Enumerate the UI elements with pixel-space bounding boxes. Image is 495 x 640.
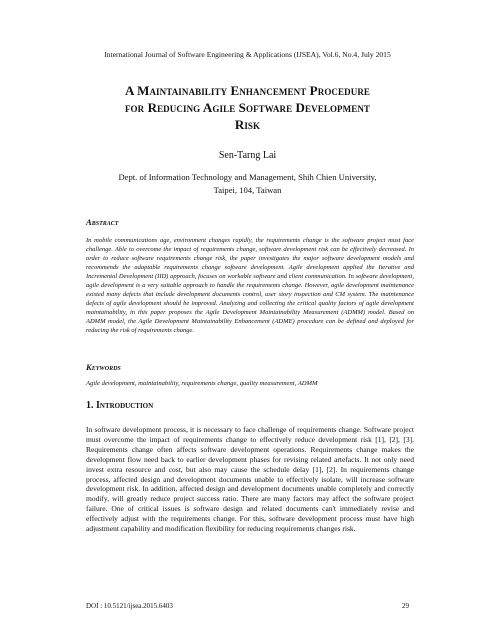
- journal-header: International Journal of Software Engineering & Applications (IJSEA), Vol.6, No.4, July 2015: [104, 50, 391, 59]
- title-line-1: A Maintainability Enhancement Procedure: [124, 83, 371, 98]
- keywords-heading: Keywords: [86, 362, 121, 372]
- affiliation-line-2: Taipei, 104, Taiwan: [213, 184, 282, 195]
- affiliation-line-1: Dept. of Information Technology and Management, Shih Chien University,: [118, 172, 377, 182]
- abstract-heading: Abstract: [86, 217, 119, 227]
- title-line-2: for Reducing Agile Software Development: [124, 100, 371, 115]
- introduction-text: In software development process, it is necessary to face challenge of requirements change. Software project must overcome the impact of requirements change to effectively reduce development risk [1], [2], [3]. Requirements change often affects software development operations. Requirements change makes the development flow need back to earlier development phases for revising related artefacts. It not only need invest extra resource and cost, but also may cause the schedule delay [1], [2]. In requirements change process, affected design and development documents unable to effectively isolate, will increase software development risk. In addition, affected design and development documents unable completely and correctly modify, will greatly reduce project success ratio. There are many factors may affect the software project failure. One of critical issues is software design and related documents can't immediately revise and effectively adjust with the requirements change. For this, software development process must have high adjustment capability and modification flexibility for reducing requirements changes risk.: [86, 425, 414, 534]
- author-name: Sen-Tarng Lai: [218, 150, 277, 161]
- introduction-heading: 1. Introduction: [86, 400, 154, 411]
- abstract-text: In mobile communications age, environment changes rapidly, the requirements change is the software project must face challenge. Able to overcome the impact of requirements change, software development risk can be effectively decreased. In order to reduce software requirements change risk, the paper investigates the major software development models and recommends the adaptable requirements change software development. Agile development applied the Iterative and Incremental Development (IID) approach, focuses on workable software and client communication. In software development, agile development is a very suitable approach to handle the requirements change. However, agile development maintenance existed many defects that include development documents control, user story inspection and CM system. The maintenance defects of agile development should be improved. Analyzing and collecting the critical quality factors of agile development maintainability, in this paper proposes the Agile Development Maintainability Measurement (ADMM) model. Based on ADMM model, the Agile Development Maintainability Enhancement (ADME) procedure can be defined and deployed for reducing the risk of requirements change.: [86, 237, 414, 334]
- footer-doi: DOI : 10.5121/ijsea.2015.6403: [86, 602, 173, 610]
- keywords-text: Agile development, maintainability, requirements change, quality measurement, ADMM: [86, 380, 318, 387]
- title-line-3: Risk: [234, 117, 261, 132]
- author-affiliation: [0, 171, 495, 196]
- page-number: 29: [402, 602, 409, 610]
- paper-title: [60, 82, 435, 133]
